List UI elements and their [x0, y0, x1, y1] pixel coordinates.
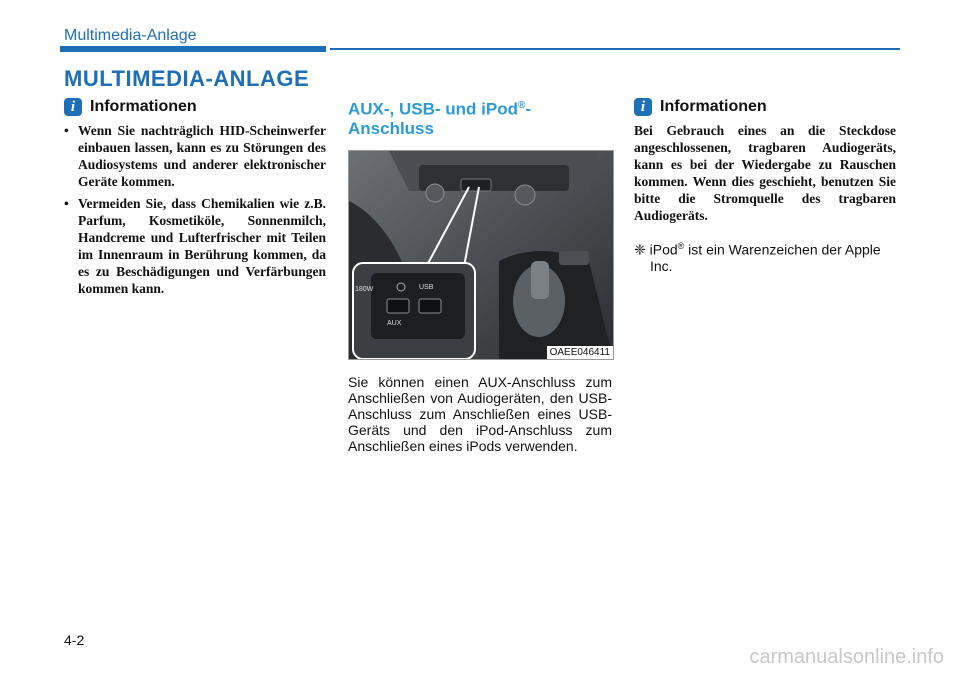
- watermark: carmanualsonline.info: [749, 646, 944, 668]
- info-icon: i: [634, 98, 652, 116]
- power-label: 180W: [355, 285, 374, 293]
- bullet-item: • Vermeiden Sie, dass Chemikalien wie z.B. Parfum, Kosmetiköle, Sonnenmilch, Handcreme und Lufterfrischer mit Teilen im Innenraum in Berührung kommen, da es zu Beschädigungen und Verfärbungen kommen kann.: [64, 195, 326, 297]
- right-info-box: [634, 98, 896, 274]
- middle-column: [348, 96, 612, 454]
- right-info-paragraph: Bei Gebrauch eines an die Steckdose angeschlossenen, tragbaren Audiogeräts, kann es bei der Wiedergabe zu Rauschen kommen. Wenn dies geschieht, benutzen Sie bitte die Stromquelle des tragbaren Audiogeräts.: [634, 123, 896, 223]
- aux-label: AUX: [387, 319, 402, 327]
- left-info-box: [64, 98, 326, 302]
- bullet-item: • Wenn Sie nachträglich HID-Scheinwerfer einbauen lassen, kann es zu Störungen des Audiosystems und anderer elektronischer Geräte kommen.: [64, 122, 326, 190]
- left-info-bullets: [64, 122, 326, 297]
- info-icon: i: [64, 98, 82, 116]
- middle-paragraph: Sie können einen AUX-Anschluss zum Anschließen von Audiogeräten, den USB-Anschluss zum Anschließen eines USB-Geräts und den iPod-Anschluss zum Anschließen eines iPods verwenden.: [348, 373, 612, 454]
- header-title: Multimedia-Anlage: [64, 27, 197, 44]
- trademark-note: ❈ iPod® ist ein Warenzeichen der Apple Inc.: [634, 241, 881, 274]
- console-illustration: [349, 151, 613, 359]
- photo-code: OAEE046411: [547, 346, 613, 359]
- section-title: MULTIMEDIA-ANLAGE: [64, 66, 310, 91]
- right-info-title: Informationen: [660, 98, 767, 115]
- header-bar: [60, 46, 326, 52]
- header-rule: [330, 48, 900, 50]
- usb-label: USB: [419, 283, 434, 291]
- aux-usb-ipod-title: AUX-, USB- und iPod®-Anschluss: [348, 99, 532, 138]
- left-info-heading: [64, 98, 326, 116]
- right-info-heading: [634, 98, 896, 116]
- console-photo: [348, 150, 614, 360]
- page-number: 4-2: [64, 632, 85, 648]
- left-info-title: Informationen: [90, 98, 197, 115]
